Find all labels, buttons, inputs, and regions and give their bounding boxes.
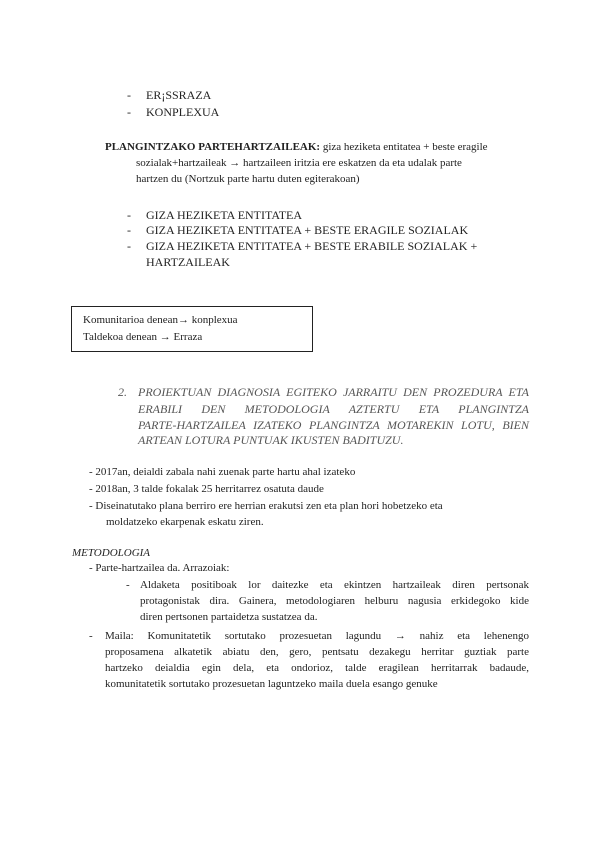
plangintzako-line3: hartzen du (Nortzuk parte hartu duten egiterakoan) [136, 173, 360, 185]
bullet-dash: - [126, 579, 130, 591]
question-line3: PARTE-HARTZAILEA IZATEKO PLANGINTZA MOTAREKIN LOTU, BIEN [138, 418, 529, 432]
maila-line2: proposamena alkatetik abiatu den, gero, pentsatu dezakegu herritar guztiak parte [105, 646, 529, 658]
list-item-konplexua: KONPLEXUA [146, 105, 220, 119]
bullet-dash: - [127, 208, 131, 222]
plangintzako-line2: sozialak+hartzaileak → hartzaileen iritzia ere eskatzen da eta udalak parte [136, 157, 462, 169]
maila-line4: komunitatetik sortutako prozesuetan laguntzeko maila duela esango genuke [105, 678, 438, 690]
aldaketa-line3: diren pertsonen partaidetza sustatzea da. [140, 611, 318, 623]
question-line1: PROIEKTUAN DIAGNOSIA EGITEKO JARRAITU DEN PROZEDURA ETA [138, 385, 529, 399]
list-item-giza-1: GIZA HEZIKETA ENTITATEA [146, 208, 303, 222]
list-item-giza-2: GIZA HEZIKETA ENTITATEA + BESTE ERAGILE SOZIALAK [146, 223, 469, 237]
bullet-dash: - [127, 239, 131, 253]
plangintzako-paragraph [105, 139, 526, 155]
list-item-giza-3-cont: HARTZAILEAK [146, 255, 230, 269]
box-line-komunitarioa: Komunitarioa denean→ konplexua [83, 314, 238, 326]
list-item-diseinatutako: - Diseinatutako plana berriro ere herrian erakutsi zen eta plan hori hobetzeko eta [89, 500, 443, 512]
list-item-giza-3: GIZA HEZIKETA ENTITATEA + BESTE ERABILE SOZIALAK + [146, 239, 478, 253]
list-item-2017: - 2017an, deialdi zabala nahi zuenak parte hartu ahal izateko [89, 466, 356, 478]
maila-line3: hartzeko deialdia egin dela, eta ondorioz, talde eragilean herritarrak badaude, [105, 662, 529, 674]
plangintzako-line1: giza heziketa entitatea + beste eragile [322, 141, 488, 153]
plangintzako-heading: PLANGINTZAKO PARTEHARTZAILEAK: [105, 141, 321, 153]
box-line-taldekoa: Taldekoa denean → Erraza [83, 331, 203, 343]
aldaketa-line2: protagonistak dira. Gainera, metodologiaren helburu nagusia erkidegoko kide [140, 595, 529, 607]
list-item-diseinatutako-cont: moldatzeko ekarpenak eskatu ziren. [106, 516, 264, 528]
list-item-2018: - 2018an, 3 talde fokalak 25 herritarrez osatuta daude [89, 483, 324, 495]
question-line2: ERABILI DEN METODOLOGIA AZTERTU ETA PLANGINTZA [138, 402, 529, 416]
bullet-dash: - [127, 105, 131, 119]
aldaketa-line1: Aldaketa positiboak lor daitezke eta ekintzen hartzaileak diren pertsonak [140, 579, 529, 591]
maila-line1: Maila: Komunitatetik sortutako prozesuetan lagundu → nahiz eta lehenengo [105, 630, 529, 642]
bullet-dash: - [127, 223, 131, 237]
question-line4: ARTEAN LOTURA PUNTUAK IKUSTEN BADITUZU. [138, 433, 404, 447]
bullet-dash: - [127, 88, 131, 102]
metodologia-heading: METODOLOGIA [72, 547, 151, 559]
bullet-dash: - [89, 630, 93, 642]
parte-hartzailea-item: - Parte-hartzailea da. Arrazoiak: [89, 562, 230, 574]
question-number: 2. [118, 385, 127, 399]
list-item-errazai: ER¡SSRAZA [146, 88, 212, 102]
